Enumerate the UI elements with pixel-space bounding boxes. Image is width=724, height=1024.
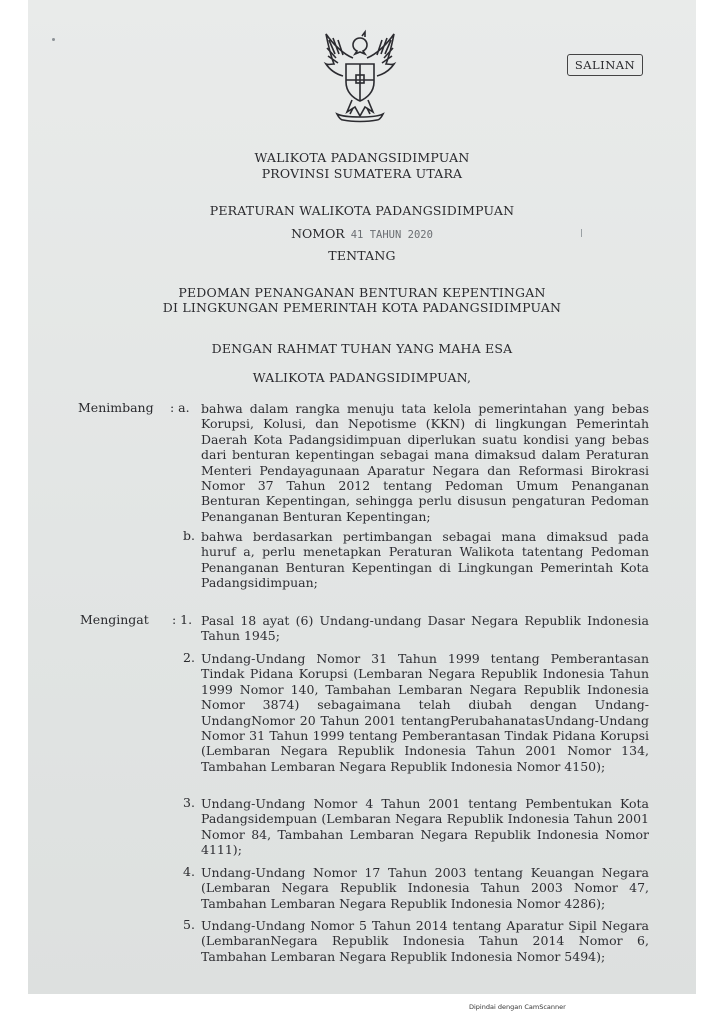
tentang-label: TENTANG — [328, 248, 396, 263]
subject-line-1: PEDOMAN PENANGANAN BENTURAN KEPENTINGAN — [178, 285, 546, 300]
nomor-value: 41 TAHUN 2020 — [350, 229, 433, 241]
regulation-number — [28, 226, 696, 241]
mengingat-item-3: Undang-Undang Nomor 4 Tahun 2001 tentang Pembentukan Kota Padangsidempuan (Lembaran Negara Republik Indonesia Tahun 2001 Nomor 84, Tambahan Lembaran Negara Republik Indonesia Nomor 4111); — [201, 796, 649, 858]
mengingat-item-5: Undang-Undang Nomor 5 Tahun 2014 tentang Aparatur Sipil Negara (LembaranNegara Republik Indonesia Tahun 2014 Nomor 6, Tambahan Lembaran Negara Republik Indonesia Nomor 5494); — [201, 918, 649, 964]
mengingat-label: Mengingat — [80, 612, 149, 627]
garuda-emblem-icon — [315, 28, 405, 128]
scanner-footer: Dipindai dengan CamScanner — [469, 1003, 566, 1011]
mengingat-marker-2: 2. — [183, 650, 195, 665]
document-page — [28, 0, 696, 994]
mengingat-marker-5: 5. — [183, 917, 195, 932]
header-city: WALIKOTA PADANGSIDIMPUAN — [254, 150, 470, 165]
mengingat-item-1: Pasal 18 ayat (6) Undang-undang Dasar Negara Republik Indonesia Tahun 1945; — [201, 613, 649, 644]
menimbang-item-a: bahwa dalam rangka menuju tata kelola pemerintahan yang bebas Korupsi, Kolusi, dan Nepotisme (KKN) di lingkungan Pemerintah Daerah Kota Padangsidimpuan diperlukan suatu kondisi yang bebas dari benturan kepentingan sebagai mana dimaksud dalam Peraturan Menteri Pendayagunaan Aparatur Negara dan Reformasi Birokrasi Nomor 37 Tahun 2012 tentang Pedoman Umum Penanganan Benturan Kepentingan, sehingga perlu disusun pengaturan Pedoman Penanganan Benturan Kepentingan; — [201, 401, 649, 524]
menimbang-marker-a: : a. — [170, 400, 190, 415]
salinan-stamp: SALINAN — [567, 54, 643, 76]
nomor-label: NOMOR — [291, 226, 345, 241]
regulation-title: PERATURAN WALIKOTA PADANGSIDIMPUAN — [209, 203, 515, 218]
walikota-line: WALIKOTA PADANGSIDIMPUAN, — [252, 370, 472, 385]
mengingat-item-4: Undang-Undang Nomor 17 Tahun 2003 tentang Keuangan Negara (Lembaran Negara Republik Indonesia Tahun 2003 Nomor 47, Tambahan Lembaran Negara Republik Indonesia Nomor 4286); — [201, 865, 649, 911]
mengingat-marker-1: : 1. — [172, 612, 193, 627]
menimbang-label: Menimbang — [78, 400, 154, 415]
subject-line-2: DI LINGKUNGAN PEMERINTAH KOTA PADANGSIDIMPUAN — [162, 300, 562, 315]
header-province: PROVINSI SUMATERA UTARA — [261, 166, 463, 181]
scan-speck — [52, 38, 55, 41]
mengingat-item-2: Undang-Undang Nomor 31 Tahun 1999 tentang Pemberantasan Tindak Pidana Korupsi (Lembaran Negara Republik Indonesia Tahun 1999 Nomor 140, Tambahan Lembaran Negara Republik Indonesia Nomor 3874) sebagaimana telah diubah dengan Undang-UndangNomor 20 Tahun 2001 tentangPerubahanatasUndang-Undang Nomor 31 Tahun 1999 tentang Pemberantasan Tindak Pidana Korupsi (Lembaran Negara Republik Indonesia Tahun 2001 Nomor 134, Tambahan Lembaran Negara Republik Indonesia Nomor 4150); — [201, 651, 649, 774]
mengingat-marker-3: 3. — [183, 795, 195, 810]
menimbang-item-b: bahwa berdasarkan pertimbangan sebagai mana dimaksud pada huruf a, perlu menetapkan Peraturan Walikota tatentang Pedoman Penanganan Benturan Kepentingan di Lingkungan Pemerintah Kota Padangsidimpuan; — [201, 529, 649, 591]
mengingat-marker-4: 4. — [183, 864, 195, 879]
menimbang-marker-b: b. — [183, 528, 195, 543]
rahmat-line: DENGAN RAHMAT TUHAN YANG MAHA ESA — [211, 341, 513, 356]
